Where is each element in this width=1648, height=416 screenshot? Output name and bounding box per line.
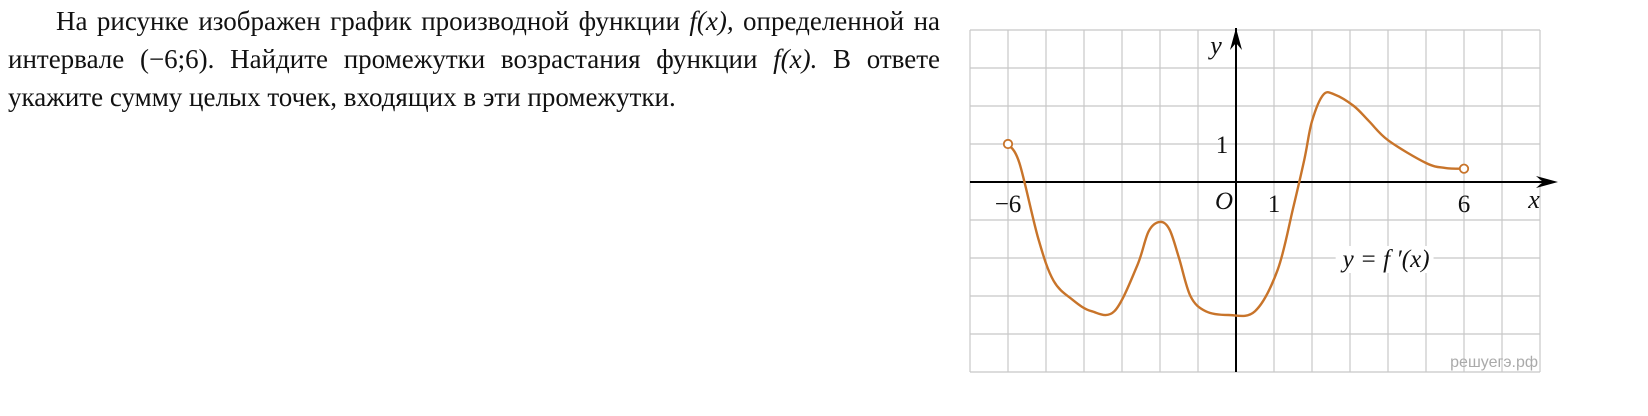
problem-text-domain: определенной на интервале [8, 6, 941, 74]
curve-formula-label: y = f ′(x) [1342, 246, 1430, 273]
problem-paragraph [8, 2, 940, 116]
x-tick-label-6: 6 [1457, 191, 1471, 218]
y-axis-label: y [1210, 31, 1222, 60]
open-endpoint-right [1460, 165, 1468, 173]
x-tick-label-neg6: −6 [994, 191, 1022, 218]
function-f-expression: f(x), [689, 6, 734, 36]
y-tick-label-1: 1 [1215, 132, 1229, 159]
problem-statement [8, 2, 940, 116]
derivative-graph [960, 22, 1648, 382]
problem-text-task: Найдите промежутки возрастания функции [230, 44, 758, 74]
problem-text-answer: В ответе укажите сумму целых точек, входящих в эти промежутки. [8, 44, 941, 112]
watermark: решуегэ.рф [1450, 354, 1538, 371]
x-axis-label: x [1528, 185, 1540, 214]
problem-text-intro: На рисунке изображен график производной функции [56, 6, 680, 36]
derivative-graph-figure [960, 22, 1648, 382]
grid [970, 30, 1540, 372]
function-f-expression-2: f(x). [773, 44, 818, 74]
open-endpoint-left [1004, 140, 1012, 148]
interval-expression: (−6;6). [139, 44, 215, 74]
x-tick-label-1: 1 [1267, 191, 1281, 218]
origin-label: O [1214, 188, 1234, 215]
